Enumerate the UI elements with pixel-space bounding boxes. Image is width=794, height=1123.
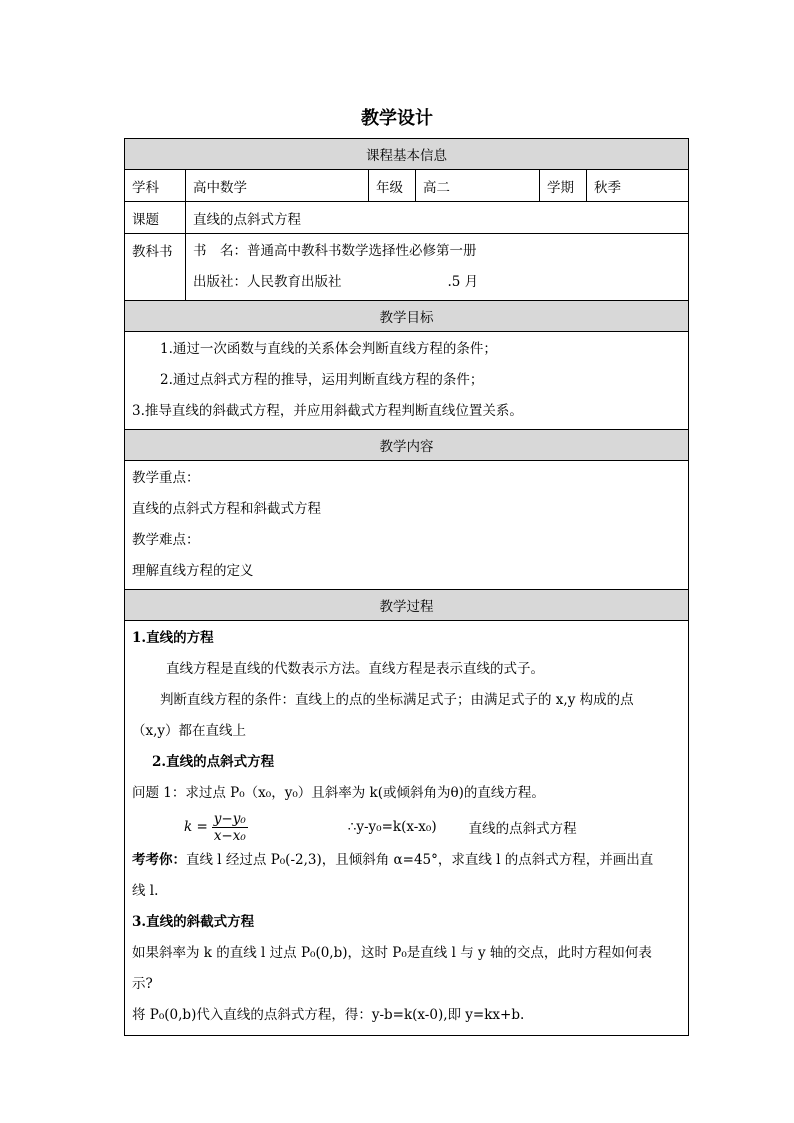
section-1-paragraph: 判断直线方程的条件：直线上的点的坐标满足式子；由满足式子的 x,y 构成的点 xyxy=(160,692,634,708)
textbook-info xyxy=(186,234,689,301)
book-name-label: 书 名： xyxy=(193,243,247,259)
pub-date: .5 月 xyxy=(447,274,479,290)
key-points-value: 直线的点斜式方程和斜截式方程 xyxy=(132,501,321,517)
section-3-paragraph: 将 P₀(0,b)代入直线的点斜式方程，得：y-b=k(x-0),即 y=kx+b. xyxy=(132,1007,525,1023)
publisher-line xyxy=(193,267,681,298)
difficulty-value: 理解直线方程的定义 xyxy=(132,563,254,579)
subject-value: 高中数学 xyxy=(186,170,369,202)
section-3-paragraph: 如果斜率为 k 的直线 l 过点 P₀(0,b)，这时 P₀是直线 l 与 y 轴的交点，此时方程如何表 xyxy=(132,945,652,961)
difficulty-label: 教学难点： xyxy=(132,532,200,548)
goal-item: 2.通过点斜式方程的推导，运用判断直线方程的条件； xyxy=(160,372,484,388)
fraction-denominator: x−x₀ xyxy=(213,827,246,844)
basic-info-header: 课程基本信息 xyxy=(125,139,689,170)
section-1-paragraph: （x,y）都在直线上 xyxy=(132,723,247,739)
exercise-text-cont: 线 l. xyxy=(132,883,159,899)
question-1: 问题 1：求过点 P₀（x₀，y₀）且斜率为 k(或倾斜角为θ)的直线方程。 xyxy=(132,785,545,801)
grade-value: 高二 xyxy=(416,170,540,202)
section-3-paragraph: 示? xyxy=(132,976,153,992)
topic-value: 直线的点斜式方程 xyxy=(186,202,689,234)
publisher: 人民教育出版社 xyxy=(247,274,342,290)
goal-item: 3.推导直线的斜截式方程，并应用斜截式方程判断直线位置关系。 xyxy=(132,403,523,419)
goals-body xyxy=(125,332,689,430)
book-name: 普通高中教科书数学选择性必修第一册 xyxy=(247,243,477,259)
grade-label: 年级 xyxy=(369,170,416,202)
lesson-plan-table xyxy=(124,138,689,1036)
slope-formula-row xyxy=(132,809,681,845)
publisher-label: 出版社： xyxy=(193,274,247,290)
goals-header: 教学目标 xyxy=(125,301,689,332)
process-header: 教学过程 xyxy=(125,590,689,621)
section-3-title: 3.直线的斜截式方程 xyxy=(132,914,255,930)
subject-label: 学科 xyxy=(125,170,186,202)
section-2-title: 2.直线的点斜式方程 xyxy=(152,754,275,770)
page-title: 教学设计 xyxy=(361,108,433,129)
formula-k: k = xyxy=(184,819,208,835)
exercise-line xyxy=(132,845,681,876)
exercise-label: 考考你： xyxy=(132,852,186,868)
book-name-line xyxy=(193,236,681,267)
content-body xyxy=(125,461,689,590)
formula-name: 直线的点斜式方程 xyxy=(468,821,577,837)
section-1-title: 1.直线的方程 xyxy=(132,630,214,646)
term-value: 秋季 xyxy=(587,170,689,202)
exercise-text: 直线 l 经过点 P₀(-2,3)，且倾斜角 α=45°，求直线 l 的点斜式方程，并画出直 xyxy=(186,852,654,868)
section-1-paragraph: 直线方程是直线的代数表示方法。直线方程是表示直线的式子。 xyxy=(166,661,544,677)
goal-item: 1.通过一次函数与直线的关系体会判断直线方程的条件； xyxy=(160,341,497,357)
topic-label: 课题 xyxy=(125,202,186,234)
key-points-label: 教学重点： xyxy=(132,470,200,486)
formula-result: ∴y-y₀=k(x-x₀) xyxy=(347,819,437,835)
term-label: 学期 xyxy=(540,170,587,202)
fraction-numerator: y−y₀ xyxy=(213,810,246,827)
slope-fraction xyxy=(212,811,248,844)
content-header: 教学内容 xyxy=(125,430,689,461)
textbook-label: 教科书 xyxy=(125,234,186,301)
process-body xyxy=(125,621,689,1036)
